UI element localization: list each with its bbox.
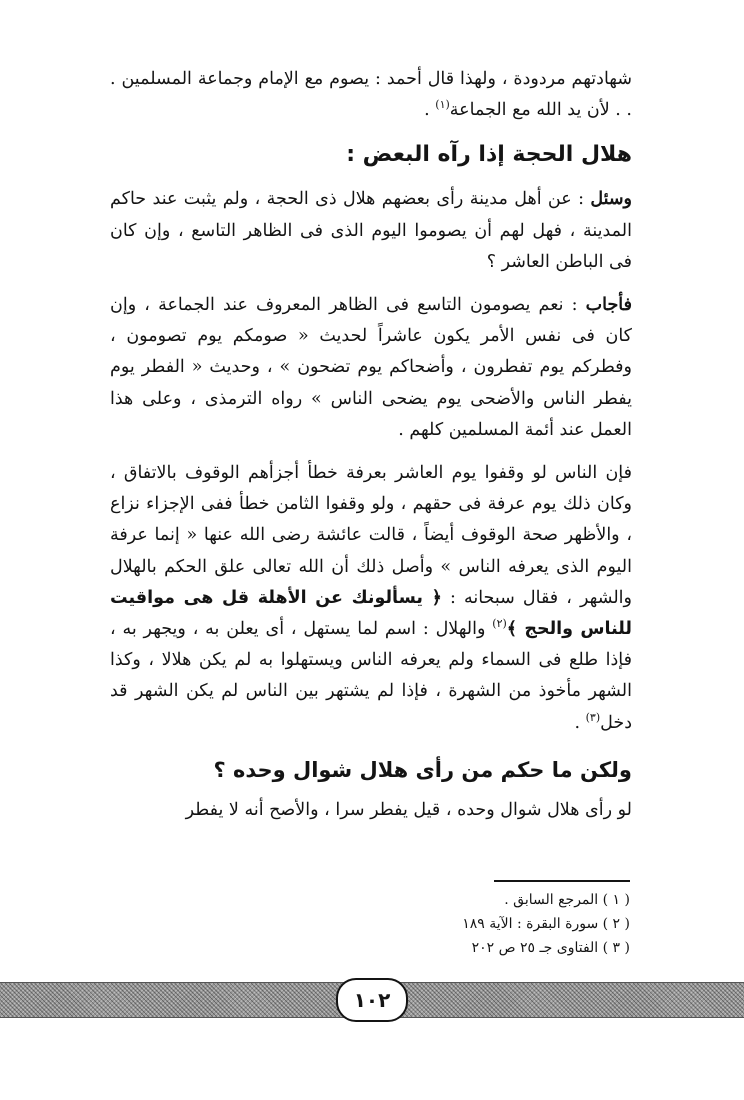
- section-heading-shawwal: ولكن ما حكم من رأى هلال شوال وحده ؟: [213, 757, 632, 782]
- paragraph-opening: [110, 64, 632, 126]
- quran-verse: ﴿ يسألونك عن الأهلة قل هى مواقيت للناس والحج ﴾: [110, 587, 632, 640]
- question-paragraph: [110, 184, 632, 278]
- footnote-divider: [494, 880, 630, 882]
- paragraph-gap: [110, 446, 632, 458]
- page-number-badge: [336, 978, 408, 1022]
- arafah-paragraph: [110, 458, 632, 739]
- footnote-2: ( ٢ ) سورة البقرة : الآية ١٨٩: [462, 916, 630, 932]
- section-heading-hajj-crescent: هلال الحجة إذا رآه البعض :: [346, 142, 632, 168]
- page-number: ١٠٢: [353, 988, 391, 1012]
- question-lead: وسئل: [590, 189, 632, 210]
- paragraph-end: .: [424, 100, 436, 121]
- footnote-ref-1: (١): [435, 98, 450, 112]
- answer-text: : نعم يصومون التاسع فى الظاهر المعروف عند الجماعة ، وإن كان فى نفس الأمر يكون عاشراً لحديث « صومكم يوم تصومون ، وفطركم يوم تفطرون ، وأضحاكم يوم تضحون » ، وحديث « الفطر يوم يفطر الناس والأضحى يوم يضحى الناس » رواه الترمذى ، وعلى هذا العمل عند أئمة المسلمين كلهم .: [110, 295, 632, 440]
- footnote-ref-3: (٣): [585, 710, 601, 724]
- paragraph-gap: [110, 278, 632, 290]
- shawwal-paragraph: [110, 795, 632, 826]
- paragraph-text: شهادتهم مردودة ، ولهذا قال أحمد : يصوم مع الإمام وجماعة المسلمين . . . لأن يد الله مع الجماعة: [110, 69, 632, 121]
- footnote-1: ( ١ ) المرجع السابق .: [504, 892, 630, 908]
- paragraph-text: فإن الناس لو وقفوا يوم العاشر بعرفة خطأ أجزأهم الوقوف بالاتفاق ، وكان ذلك يوم عرفة فى حقهم ، ولو وقفوا الثامن خطأ ففى الإجزاء نزاع ، والأظهر صحة الوقوف أيضاً ، قالت عائشة رضى الله عنها « إنما عرفة اليوم الذى يعرفه الناس » وأصل ذلك أن الله تعالى علق الحكم بالهلال والشهر ، فقال سبحانه :: [110, 463, 632, 608]
- footnote-3: ( ٣ ) الفتاوى جـ ٢٥ ص ٢٠٢: [471, 940, 630, 956]
- paragraph-text-continued: والهلال : اسم لما يستهل ، أى يعلن به ، ويجهر به ، فإذا طلع فى السماء ولم يعرفه الناس ويستهلوا به لم يكن هلالا ، وكذا الشهر مأخوذ من الشهرة ، فإذا لم يشتهر بين الناس لم يكن الشهر قد دخل: [110, 619, 632, 733]
- paragraph-end: .: [574, 712, 586, 733]
- answer-lead: فأجاب: [585, 295, 632, 316]
- footnote-ref-2: (٢): [492, 617, 507, 631]
- paragraph-text: لو رأى هلال شوال وحده ، قيل يفطر سرا ، والأصح أنه لا يفطر: [185, 799, 632, 820]
- main-text: [110, 64, 632, 826]
- footnotes: [270, 888, 630, 960]
- question-text: : عن أهل مدينة رأى بعضهم هلال ذى الحجة ، ولم يثبت عند حاكم المدينة ، فهل لهم أن يصوموا اليوم الذى فى الظاهر التاسع ، وإن كان فى الباطن العاشر ؟: [110, 189, 632, 272]
- answer-paragraph: [110, 290, 632, 446]
